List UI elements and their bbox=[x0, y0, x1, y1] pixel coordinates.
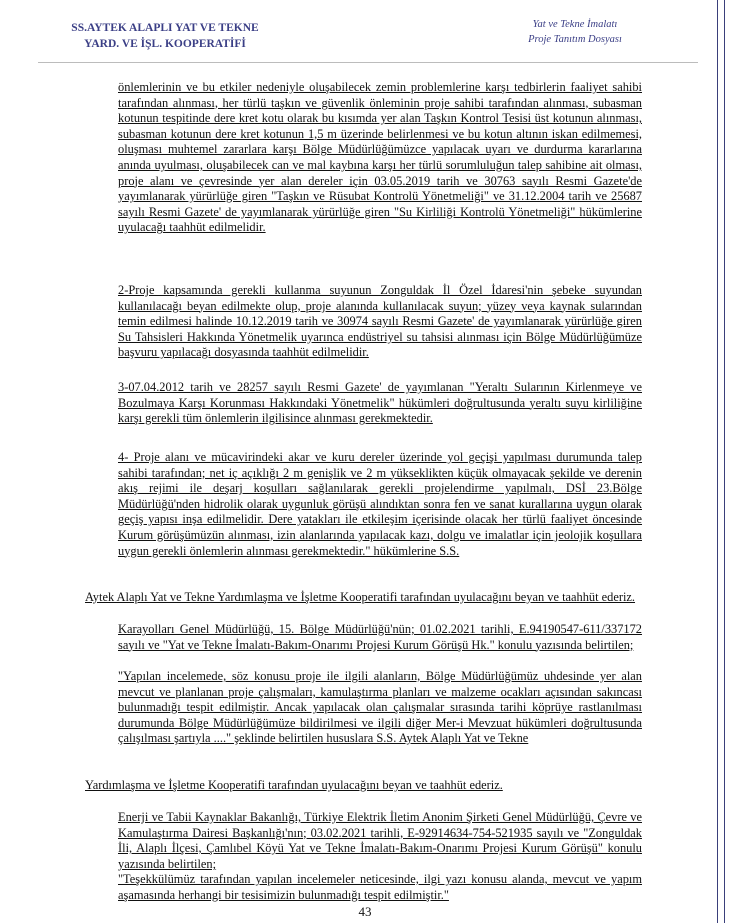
paragraph-stream-crossing: 4- Proje alanı ve mücavirindeki akar ve kuru dereler üzerinde yol geçişi yapılması durumunda talep sahibi tarafından; net iç açıklığı 2 m genişlik ve 2 m yükseklikten küçük olmayacak şekilde ve derenin akış rejimi ile deşarj koşulları sağlanılarak gerekli projelendirme yapılmalı, DSİ 23.Bölge Müdürlüğü'nden hidrolik olarak uygunluk görüşü alındıktan sonra fen ve sanat kurallarına uygun olarak geçiş yapısı inşa edilmelidir. Dere yatakları ile etkileşim içerisinde olacak her türlü faaliyet öncesinde Kurum görüşümüzün alınması, izin alanlarında yapılacak kazı, dolgu ve imalatlar için jeolojik koşullara uygun gerekli önlemlerin alınması gerekmektedir." hükümlerine S.S. bbox=[118, 450, 642, 558]
header-document-title bbox=[495, 17, 655, 47]
page-number: 43 bbox=[358, 904, 372, 919]
paragraph-highways-letter: Karayolları Genel Müdürlüğü, 15. Bölge Müdürlüğü'nün; 01.02.2021 tarihli, E.94190547-611/337172 sayılı ve "Yat ve Tekne İmalatı-Bakım-Onarımı Projesi Kurum Görüşü Hk." konulu yazısında belirtilen; bbox=[118, 622, 642, 652]
header-org-line1: SS.AYTEK ALAPLI YAT VE TEKNE bbox=[71, 22, 259, 34]
paragraph-commitment-1: Aytek Alaplı Yat ve Tekne Yardımlaşma ve İşletme Kooperatifi tarafından uyulacağını beyan ve taahhüt ederiz. bbox=[85, 590, 636, 604]
paragraph-energy-letter: Enerji ve Tabii Kaynaklar Bakanlığı, Türkiye Elektrik İletim Anonim Şirketi Genel Müdürlüğü, Çevre ve Kamulaştırma Dairesi Başkanlığı'nın; 03.02.2021 tarihli, E-92914634-754-521935 sayılı ve "Zonguldak İli, Alaplı İlçesi, Çamlıbel Köyü Yat ve Tekne İmalatı-Bakım-Onarımı Projesi Kurum Görüşü" konulu yazısında belirtilen; bbox=[118, 810, 642, 871]
header-doc-line1: Yat ve Tekne İmalatı bbox=[532, 19, 618, 30]
paragraph-highways-quote: "Yapılan incelemede, söz konusu proje ile ilgili alanların, Bölge Müdürlüğümüz uhdesinde yer alan mevcut ve planlanan proje çalışmaları, kamulaştırma planları ve malzeme ocakları açısından sakıncası bulunmadığı tespit edilmiştir. Ancak yapılacak olan çalışmalar sırasında tarihi köprüye rastlanılması durumunda Bölge Müdürlüğümüze bildirilmesi ve ilgili diğer Mer-i Mevzuat hükümleri doğrultusunda çalışılması şartıyla ...." şeklinde belirtilen hususlara S.S. Aytek Alaplı Yat ve Tekne bbox=[118, 669, 642, 746]
header-divider bbox=[38, 62, 698, 63]
paragraph-energy-quote: "Teşekkülümüz tarafından yapılan incelemeler neticesinde, ilgi yazı konusu alanda, mevcut ve yapım aşamasında herhangi bir tesisimizin bulunmadığı tespit edilmiştir." bbox=[118, 872, 642, 902]
paragraph-water-supply: 2-Proje kapsamında gerekli kullanma suyunun Zonguldak İl Özel İdaresi'nin şebeke suyundan kullanılacağı beyan edilmekte olup, proje alanında kullanılacak suyun; yüzey veya kaynak sularından temin edilmesi halinde 10.12.2019 tarih ve 30974 sayılı Resmi Gazete' de yayımlanarak yürürlüğe giren Su Tahsisleri Hakkında Yönetmelik uyarınca endüstriyel su tahsisi alınması için Bölge Müdürlüğümüze başvuru yapılacağı dosyasında taahhüt edilmelidir. bbox=[118, 283, 642, 360]
header-organization bbox=[60, 20, 270, 52]
paragraph-groundwater: 3-07.04.2012 tarih ve 28257 sayılı Resmi Gazete' de yayımlanan "Yeraltı Sularının Kirlenmeye ve Bozulmaya Karşı Korunması Hakkındaki Yönetmelik" hükümleri doğrultusunda yeraltı suyu kirliliğine karşı gerekli tüm önlemlerin ilgilisince alınması gerekmektedir. bbox=[118, 380, 642, 426]
page-right-border bbox=[717, 0, 725, 923]
paragraph-flood-measures: önlemlerinin ve bu etkiler nedeniyle oluşabilecek zemin problemlerine karşı tedbirlerin faaliyet sahibi tarafından alınması, her türlü taşkın ve güvenlik önleminin proje sahibi tarafından alınması, subasman kotunun tespitinde dere kret kotu olarak bu kısımda yer alan Taşkın Kontrol Tesisi üst kotunun alınması, subasman kotunun dere kret kotunun 1,5 m üzerinde belirlenmesi ve bu kotun altının iskan edilmemesi, oluşması muhtemel zararlara karşı Bölge Müdürlüğümüzce yapılacak uyarı ve durdurma kararlarına anında uyulması, oluşabilecek can ve mal kaybına karşı her türlü sorumluluğun talep sahibine ait olması, proje alanı ve çevresinde yer alan dereler için 03.05.2019 tarih ve 30763 sayılı Resmi Gazete'de yayımlanarak yürürlüğe giren "Taşkın ve Rüsubat Kontrolü Yönetmeliği" ve 31.12.2004 tarih ve 25687 sayılı Resmi Gazete' de yayımlanarak yürürlüğe giren "Su Kirliliği Kontrolü Yönetmeliği" hükümlerine uyulacağı taahhüt edilmelidir. bbox=[118, 80, 642, 235]
header-org-line2: YARD. VE İŞL. KOOPERATİFİ bbox=[84, 38, 246, 50]
paragraph-commitment-2: Yardımlaşma ve İşletme Kooperatifi tarafından uyulacağını beyan ve taahhüt ederiz. bbox=[85, 778, 503, 792]
header-doc-line2: Proje Tanıtım Dosyası bbox=[528, 34, 622, 45]
